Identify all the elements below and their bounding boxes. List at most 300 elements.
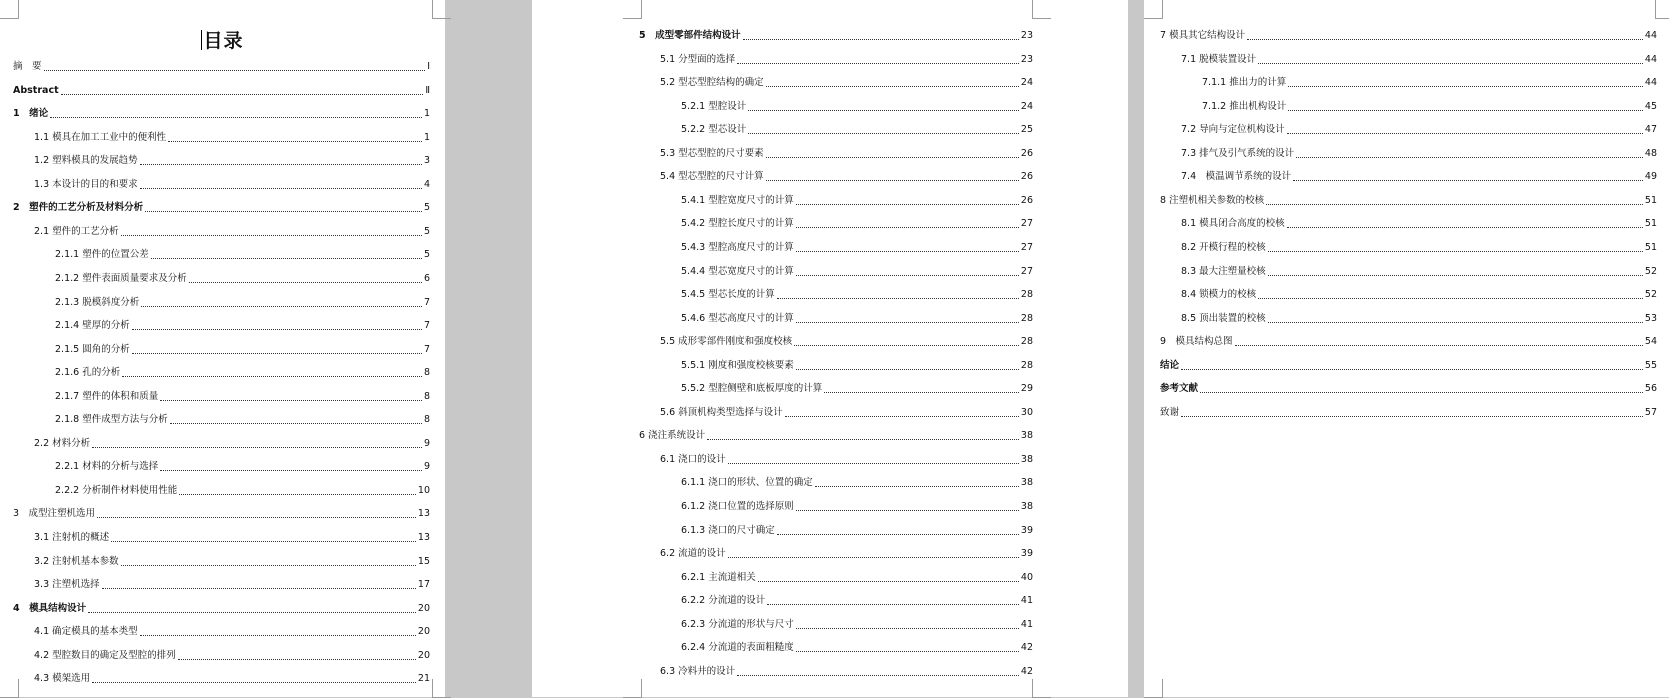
toc-dot-leader — [796, 651, 1019, 652]
toc-entry[interactable] — [1160, 191, 1657, 207]
toc-entry[interactable] — [13, 387, 430, 403]
toc-entry-page-number: 13 — [417, 532, 430, 543]
toc-entry-title: 2.2 材料分析 — [34, 437, 91, 449]
toc-entry[interactable] — [639, 262, 1033, 278]
toc-entry[interactable] — [639, 214, 1033, 230]
toc-entry-title: 6.2 流道的设计 — [660, 548, 726, 560]
toc-dot-leader — [111, 541, 416, 542]
toc-entry-page-number: 28 — [1020, 312, 1033, 324]
toc-entry-title: 5.5 成形零部件刚度和强度校核 — [660, 336, 793, 348]
toc-dot-leader — [168, 141, 422, 142]
toc-entry-title: 5.2.1 型腔设计 — [681, 100, 747, 112]
toc-entry-title: 6.1 浇口的设计 — [660, 453, 726, 465]
toc-entry[interactable] — [1160, 214, 1657, 230]
toc-dot-leader — [796, 204, 1019, 205]
toc-entry-page-number: 24 — [1020, 77, 1033, 89]
toc-dot-leader — [796, 275, 1019, 276]
toc-entry-title: 5.4.2 型腔长度尺寸的计算 — [681, 218, 794, 230]
toc-dot-leader — [141, 306, 422, 307]
toc-entry-page-number: 38 — [1020, 430, 1033, 442]
toc-entry[interactable] — [1160, 262, 1657, 278]
toc-dot-leader — [1247, 39, 1643, 40]
toc-entry[interactable] — [13, 481, 430, 497]
toc-entry[interactable] — [13, 316, 430, 332]
toc-entry[interactable] — [1160, 238, 1657, 254]
toc-dot-leader — [145, 211, 422, 212]
toc-entry-page-number: 41 — [1020, 618, 1033, 630]
toc-entry-title: 5.4 型芯型腔的尺寸计算 — [660, 171, 764, 183]
toc-entry-title: 6.2.4 分流道的表面粗糙度 — [681, 642, 794, 654]
toc-entry-title: 5.5.1 刚度和强度校核要素 — [681, 359, 794, 371]
toc-entry[interactable] — [1160, 120, 1657, 136]
toc-entry-title: 5.4.4 型芯宽度尺寸的计算 — [681, 265, 794, 277]
toc-entry-title: 2.1.3 脱模斜度分析 — [55, 296, 140, 308]
toc-entry-title: 8 注塑机相关参数的校核 — [1160, 194, 1265, 206]
toc-entry[interactable] — [639, 26, 1033, 42]
toc-entry[interactable] — [1160, 379, 1657, 395]
toc-entry[interactable] — [13, 669, 430, 685]
toc-heading-text: 目录 — [203, 30, 244, 52]
toc-dot-leader — [132, 353, 422, 354]
toc-dot-leader — [1288, 86, 1643, 87]
toc-entry-page-number: 15 — [417, 555, 430, 567]
toc-entry-title: 1.2 塑料模具的发展趋势 — [34, 155, 138, 167]
toc-entry[interactable] — [639, 309, 1033, 325]
toc-entry[interactable] — [13, 293, 430, 309]
toc-entry[interactable] — [639, 191, 1033, 207]
toc-entry[interactable] — [639, 332, 1033, 348]
toc-entry-page-number: 17 — [417, 579, 430, 591]
toc-dot-leader — [728, 557, 1019, 558]
toc-entry-page-number: 28 — [1020, 336, 1033, 348]
toc-heading[interactable] — [0, 26, 445, 53]
toc-entry-page-number: 30 — [1020, 406, 1033, 418]
toc-entry-title: 2.1.5 圆角的分析 — [55, 343, 130, 355]
toc-dot-leader — [796, 510, 1019, 511]
toc-dot-leader — [122, 376, 422, 377]
toc-entry-page-number: 5 — [423, 249, 430, 261]
toc-entry-page-number: 49 — [1644, 171, 1657, 183]
toc-entry-title: 2.1 塑件的工艺分析 — [34, 225, 119, 237]
toc-dot-leader — [824, 392, 1019, 393]
toc-dot-leader — [796, 251, 1019, 252]
toc-dot-leader — [796, 227, 1019, 228]
toc-entry[interactable] — [639, 568, 1033, 584]
toc-entry-page-number: 28 — [1020, 289, 1033, 301]
toc-entry[interactable] — [639, 285, 1033, 301]
toc-dot-leader — [748, 133, 1019, 134]
toc-dot-leader — [160, 470, 422, 471]
toc-entry-page-number: 42 — [1020, 665, 1033, 677]
toc-dot-leader — [743, 39, 1019, 40]
toc-entry-title: 6.2.1 主流道相关 — [681, 571, 756, 583]
toc-dot-leader — [140, 635, 416, 636]
toc-entry[interactable] — [639, 97, 1033, 113]
toc-entry-title: 摘 要 — [13, 61, 42, 72]
toc-entry-title: 6.1.3 浇口的尺寸确定 — [681, 524, 775, 536]
toc-entry-page-number: 7 — [423, 320, 430, 332]
toc-entry-title: 2.1.8 塑件成型方法与分析 — [55, 414, 168, 426]
toc-dot-leader — [758, 581, 1019, 582]
toc-entry-page-number: 52 — [1644, 265, 1657, 277]
toc-entry-title: 6 浇注系统设计 — [639, 430, 706, 442]
toc-entry-title: 7.1 脱模装置设计 — [1181, 53, 1257, 65]
toc-entry-title: 2.1.2 塑件表面质量要求及分析 — [55, 272, 187, 284]
toc-entry[interactable] — [639, 144, 1033, 160]
toc-entry-title: 8.5 顶出装置的校核 — [1181, 312, 1266, 324]
toc-dot-leader — [179, 494, 416, 495]
toc-dot-leader — [1266, 204, 1643, 205]
toc-dot-leader — [160, 400, 422, 401]
toc-entry-title: 5.4.1 型腔宽度尺寸的计算 — [681, 194, 794, 206]
toc-entry-page-number: 6 — [423, 272, 430, 284]
toc-dot-leader — [151, 258, 422, 259]
toc-entry[interactable] — [13, 222, 430, 238]
toc-entry-page-number: 27 — [1020, 265, 1033, 277]
toc-dot-leader — [1296, 157, 1643, 158]
toc-entry-page-number: 51 — [1644, 218, 1657, 230]
toc-entry[interactable] — [13, 198, 430, 214]
toc-entry[interactable] — [13, 528, 430, 544]
toc-dot-leader — [140, 164, 422, 165]
toc-entry[interactable] — [639, 50, 1033, 66]
toc-dot-leader — [766, 86, 1019, 87]
toc-entry-title: 7.4 模温调节系统的设计 — [1181, 171, 1292, 183]
toc-entry[interactable] — [639, 521, 1033, 537]
toc-entry[interactable] — [639, 638, 1033, 654]
toc-entry-page-number: 7 — [423, 343, 430, 355]
toc-entry-page-number: 41 — [1020, 595, 1033, 607]
toc-entry-page-number: 44 — [1644, 77, 1657, 89]
toc-entry-title: 4.2 型腔数目的确定及型腔的排列 — [34, 649, 176, 661]
document-page-1[interactable] — [0, 0, 445, 697]
toc-entry[interactable] — [1160, 403, 1657, 419]
toc-entry[interactable] — [13, 363, 430, 379]
toc-entry-page-number: 20 — [417, 649, 430, 661]
toc-entry[interactable] — [13, 622, 430, 638]
toc-entry-title: 2.1.1 塑件的位置公差 — [55, 249, 149, 261]
margin-corner-mark — [1032, 679, 1051, 698]
toc-dot-leader — [737, 675, 1019, 676]
toc-entry[interactable] — [639, 426, 1033, 442]
toc-entry-page-number: 38 — [1020, 477, 1033, 489]
toc-dot-leader — [88, 612, 416, 613]
toc-entry[interactable] — [1160, 285, 1657, 301]
toc-entry[interactable] — [1160, 50, 1657, 66]
toc-entry-title: 2 塑件的工艺分析及材料分析 — [13, 202, 144, 214]
toc-entry[interactable] — [639, 615, 1033, 631]
toc-entry-page-number: 28 — [1020, 359, 1033, 371]
toc-dot-leader — [794, 345, 1019, 346]
toc-dot-leader — [92, 682, 416, 683]
margin-corner-mark — [432, 0, 451, 19]
toc-entry-page-number: 8 — [423, 390, 430, 402]
toc-dot-leader — [1288, 110, 1643, 111]
toc-dot-leader — [707, 439, 1019, 440]
toc-dot-leader — [748, 110, 1019, 111]
toc-entry[interactable] — [639, 379, 1033, 395]
toc-entry-title: Abstract — [13, 84, 59, 96]
toc-entry-page-number: 40 — [1020, 571, 1033, 583]
toc-entry[interactable] — [1160, 97, 1657, 113]
toc-entry-page-number: I — [427, 61, 430, 72]
toc-entry-title: 6.2.2 分流道的设计 — [681, 595, 766, 607]
toc-entry-page-number: 51 — [1644, 241, 1657, 253]
toc-entry[interactable] — [639, 238, 1033, 254]
toc-dot-leader — [50, 117, 422, 118]
toc-dot-leader — [140, 188, 422, 189]
toc-entry-title: 1.1 模具在加工工业中的便利性 — [34, 131, 167, 143]
toc-entry-page-number: 45 — [1644, 100, 1657, 112]
toc-entry-page-number: 29 — [1020, 383, 1033, 395]
toc-dot-leader — [1287, 227, 1643, 228]
toc-entry-title: 7.3 排气及引气系统的设计 — [1181, 147, 1295, 159]
toc-entry-title: 8.3 最大注塑量校核 — [1181, 265, 1266, 277]
toc-dot-leader — [61, 94, 424, 95]
toc-entry-page-number: 13 — [417, 508, 430, 520]
toc-dot-leader — [815, 486, 1019, 487]
toc-entry-title: 参考文献 — [1160, 383, 1199, 395]
toc-entry[interactable] — [639, 497, 1033, 513]
toc-dot-leader — [1258, 63, 1643, 64]
toc-entry-title: 5 成型零部件结构设计 — [639, 30, 741, 41]
toc-entry-title: 8.2 开模行程的校核 — [1181, 241, 1266, 253]
toc-dot-leader — [767, 604, 1019, 605]
toc-entry-page-number: 20 — [417, 626, 430, 638]
toc-dot-leader — [1181, 369, 1643, 370]
toc-entry-page-number: 8 — [423, 414, 430, 426]
toc-entry-page-number: 44 — [1644, 30, 1657, 41]
toc-entry-title: 5.4.6 型芯高度尺寸的计算 — [681, 312, 794, 324]
toc-entry[interactable] — [1160, 167, 1657, 183]
toc-dot-leader — [170, 423, 422, 424]
toc-dot-leader — [102, 588, 416, 589]
toc-entry[interactable] — [639, 403, 1033, 419]
toc-entry-page-number: 1 — [423, 131, 430, 143]
toc-entry-title: 4 模具结构设计 — [13, 602, 87, 614]
toc-entry[interactable] — [13, 151, 430, 167]
toc-entry[interactable] — [639, 662, 1033, 678]
toc-entry-page-number: 10 — [417, 484, 430, 496]
toc-dot-leader — [766, 157, 1019, 158]
document-page-2[interactable] — [532, 0, 1128, 697]
toc-dot-leader — [92, 447, 422, 448]
toc-dot-leader — [1235, 345, 1643, 346]
margin-corner-mark — [1032, 0, 1051, 19]
toc-entry[interactable] — [639, 591, 1033, 607]
toc-dot-leader — [728, 463, 1019, 464]
toc-dot-leader — [796, 628, 1019, 629]
toc-dot-leader — [121, 235, 422, 236]
toc-entry-title: 7.1.1 推出力的计算 — [1202, 77, 1287, 89]
toc-entry-page-number: 44 — [1644, 53, 1657, 65]
toc-entry-title: 9 模具结构总图 — [1160, 336, 1233, 348]
toc-entry-page-number: 39 — [1020, 524, 1033, 536]
toc-entry-page-number: 53 — [1644, 312, 1657, 324]
toc-entry[interactable] — [1160, 26, 1657, 42]
toc-entry-page-number: Ⅱ — [425, 84, 430, 96]
toc-dot-leader — [1200, 392, 1643, 393]
toc-entry-title: 1.3 本设计的目的和要求 — [34, 178, 138, 190]
toc-dot-leader — [785, 416, 1019, 417]
toc-entry[interactable] — [13, 57, 430, 73]
toc-dot-leader — [1268, 251, 1643, 252]
toc-entry[interactable] — [13, 245, 430, 261]
toc-entry-page-number: 3 — [423, 155, 430, 167]
toc-entry-page-number: 51 — [1644, 194, 1657, 206]
toc-entry-title: 6.3 冷料井的设计 — [660, 665, 736, 677]
toc-entry[interactable] — [13, 434, 430, 450]
toc-entry-page-number: 39 — [1020, 548, 1033, 560]
toc-entry-page-number: 27 — [1020, 241, 1033, 253]
toc-dot-leader — [1293, 180, 1643, 181]
toc-entry-page-number: 8 — [423, 367, 430, 379]
toc-list — [639, 26, 1033, 697]
toc-entry-title: 5.3 型芯型腔的尺寸要素 — [660, 147, 764, 159]
toc-entry-title: 5.1 分型面的选择 — [660, 53, 736, 65]
toc-entry-page-number: 38 — [1020, 501, 1033, 512]
toc-entry[interactable] — [13, 104, 430, 120]
toc-entry-title: 1 绪论 — [13, 108, 49, 120]
toc-entry[interactable] — [639, 450, 1033, 466]
toc-entry-title: 2.2.2 分析制件材料使用性能 — [55, 484, 178, 496]
toc-entry-page-number: 27 — [1020, 218, 1033, 230]
toc-entry-title: 6.1.1 浇口的形状、位置的确定 — [681, 477, 813, 489]
toc-entry-title: 5.2 型芯型腔结构的确定 — [660, 77, 764, 89]
toc-entry-title: 6.2.3 分流道的形状与尺寸 — [681, 618, 794, 630]
toc-entry-title: 结论 — [1160, 359, 1180, 371]
toc-entry-page-number: 20 — [417, 602, 430, 614]
toc-entry-title: 7.2 导向与定位机构设计 — [1181, 124, 1285, 136]
toc-entry-page-number: 47 — [1644, 124, 1657, 136]
toc-entry-page-number: 7 — [423, 296, 430, 308]
toc-entry-page-number: 5 — [423, 225, 430, 237]
toc-dot-leader — [44, 70, 426, 71]
toc-entry-title: 3 成型注塑机选用 — [13, 508, 96, 520]
toc-entry-page-number: 25 — [1020, 124, 1033, 136]
toc-entry[interactable] — [13, 340, 430, 356]
toc-entry-title: 5.5.2 型腔侧壁和底板厚度的计算 — [681, 383, 823, 395]
toc-entry-page-number: 26 — [1020, 194, 1033, 206]
margin-corner-mark — [1144, 0, 1163, 19]
toc-dot-leader — [1258, 298, 1643, 299]
toc-entry-title: 4.1 确定模具的基本类型 — [34, 626, 138, 638]
toc-entry[interactable] — [13, 410, 430, 426]
toc-entry-title: 5.4.3 型腔高度尺寸的计算 — [681, 241, 794, 253]
toc-dot-leader — [189, 282, 422, 283]
toc-entry-title: 2.1.6 孔的分析 — [55, 367, 121, 379]
toc-entry[interactable] — [1160, 73, 1657, 89]
toc-entry-title: 3.2 注射机基本参数 — [34, 555, 119, 567]
toc-dot-leader — [1268, 275, 1643, 276]
toc-dot-leader — [178, 659, 416, 660]
toc-entry-title: 3.3 注塑机选择 — [34, 579, 100, 591]
toc-entry[interactable] — [639, 167, 1033, 183]
toc-dot-leader — [796, 369, 1019, 370]
toc-entry[interactable] — [1160, 309, 1657, 325]
toc-entry-page-number: 26 — [1020, 147, 1033, 159]
toc-entry-title: 4.3 模架选用 — [34, 673, 91, 685]
toc-entry-title: 7 模具其它结构设计 — [1160, 30, 1246, 41]
toc-list — [1160, 26, 1657, 697]
toc-entry-title: 2.1.4 壁厚的分析 — [55, 320, 130, 332]
toc-entry[interactable] — [639, 473, 1033, 489]
toc-entry[interactable] — [639, 544, 1033, 560]
toc-entry-title: 5.2.2 型芯设计 — [681, 124, 747, 136]
margin-corner-mark — [432, 679, 451, 698]
toc-dot-leader — [97, 517, 416, 518]
toc-entry-title: 6.1.2 浇口位置的选择原则 — [681, 501, 794, 512]
margin-corner-mark — [0, 0, 19, 19]
toc-entry-title: 8.4 锁模力的校核 — [1181, 289, 1257, 301]
toc-entry-title: 2.1.7 塑件的体积和质量 — [55, 390, 159, 402]
toc-entry-page-number: 52 — [1644, 289, 1657, 301]
toc-entry-title: 致谢 — [1160, 406, 1180, 418]
toc-entry[interactable] — [639, 120, 1033, 136]
toc-entry-title: 5.4.5 型芯长度的计算 — [681, 289, 775, 301]
toc-entry-page-number: 21 — [417, 673, 430, 685]
toc-dot-leader — [796, 322, 1019, 323]
toc-entry-page-number: 48 — [1644, 147, 1657, 159]
toc-entry-page-number: 38 — [1020, 453, 1033, 465]
toc-entry[interactable] — [13, 599, 430, 615]
toc-entry-page-number: 9 — [423, 461, 430, 473]
toc-entry-page-number: 4 — [423, 178, 430, 190]
toc-entry-page-number: 57 — [1644, 406, 1657, 418]
toc-entry[interactable] — [13, 81, 430, 97]
toc-list — [13, 57, 430, 697]
toc-entry[interactable] — [639, 356, 1033, 372]
toc-entry[interactable] — [13, 457, 430, 473]
toc-entry-page-number: 5 — [423, 202, 430, 214]
toc-entry-page-number: 1 — [423, 108, 430, 120]
toc-entry[interactable] — [13, 504, 430, 520]
toc-entry[interactable] — [13, 128, 430, 144]
toc-entry[interactable] — [13, 575, 430, 591]
toc-entry[interactable] — [1160, 332, 1657, 348]
toc-entry-title: 7.1.2 推出机构设计 — [1202, 100, 1287, 112]
toc-dot-leader — [121, 565, 416, 566]
toc-entry-title: 8.1 模具闭合高度的校核 — [1181, 218, 1285, 230]
toc-entry[interactable] — [1160, 356, 1657, 372]
toc-entry-title: 2.2.1 材料的分析与选择 — [55, 461, 159, 473]
toc-entry[interactable] — [1160, 144, 1657, 160]
toc-entry-page-number: 9 — [423, 437, 430, 449]
toc-entry[interactable] — [13, 552, 430, 568]
toc-dot-leader — [766, 180, 1019, 181]
toc-entry-title: 5.6 斜顶机构类型选择与设计 — [660, 406, 783, 418]
toc-entry-title: 3.1 注射机的概述 — [34, 532, 110, 543]
toc-entry-page-number: 56 — [1644, 383, 1657, 395]
toc-dot-leader — [132, 329, 422, 330]
margin-corner-mark — [623, 0, 642, 19]
toc-entry-page-number: 42 — [1020, 642, 1033, 654]
toc-entry-page-number: 54 — [1644, 336, 1657, 348]
toc-entry-page-number: 23 — [1020, 53, 1033, 65]
toc-entry[interactable] — [13, 646, 430, 662]
toc-entry[interactable] — [13, 269, 430, 285]
toc-entry[interactable] — [13, 175, 430, 191]
toc-dot-leader — [777, 298, 1019, 299]
toc-dot-leader — [1181, 416, 1643, 417]
toc-entry-page-number: 24 — [1020, 100, 1033, 112]
toc-entry-page-number: 55 — [1644, 359, 1657, 371]
toc-entry-page-number: 26 — [1020, 171, 1033, 183]
toc-dot-leader — [1268, 322, 1643, 323]
toc-entry[interactable] — [639, 73, 1033, 89]
document-page-3[interactable] — [1144, 0, 1669, 697]
toc-dot-leader — [1287, 133, 1643, 134]
